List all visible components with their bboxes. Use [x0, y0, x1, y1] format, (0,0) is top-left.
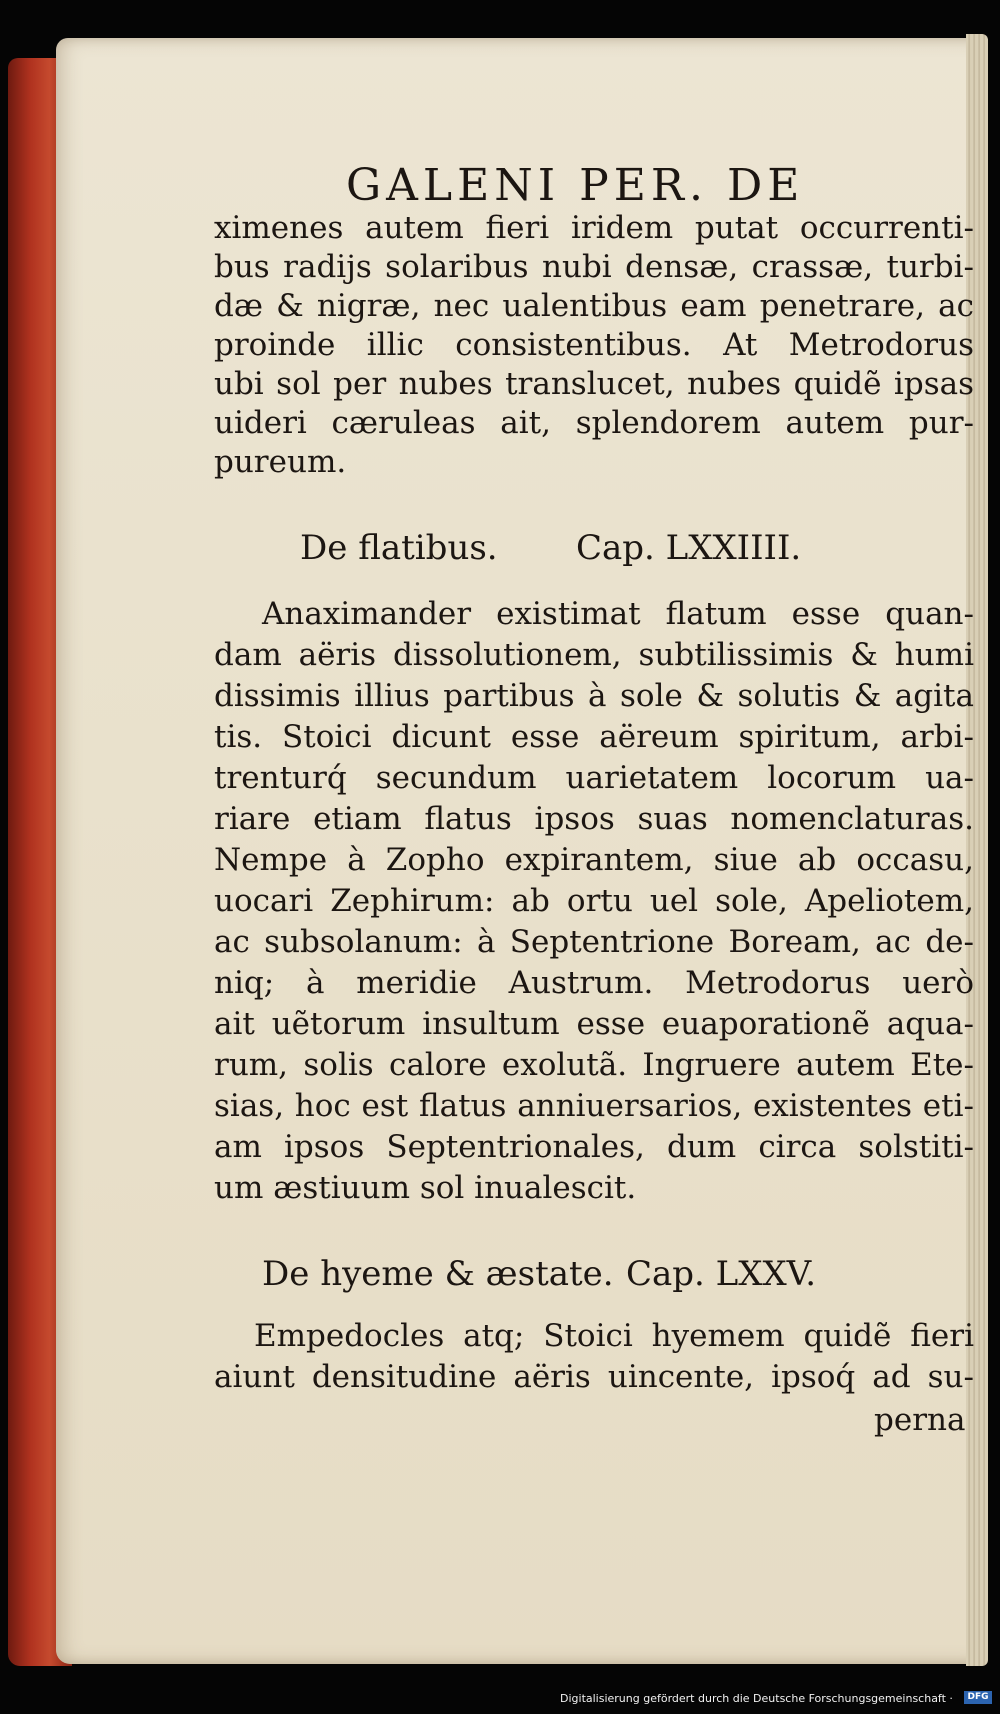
- text-line: Nempe à Zopho expirantem, siue ab occasu,: [214, 842, 974, 878]
- text-line: ac subsolanum: à Septentrione Boream, ac de-: [214, 924, 974, 960]
- text-line: pureum.: [214, 444, 347, 480]
- text-line: aiunt densitudine aëris uincente, ipsoq́ ad su-: [214, 1359, 974, 1395]
- text-line: uocari Zephirum: ab ortu uel sole, Apeliotem,: [214, 883, 974, 919]
- text-line: dæ & nigræ, nec ualentibus eam penetrare, ac: [214, 288, 974, 324]
- text-line: dissimis illius partibus à sole & solutis & agita: [214, 678, 974, 714]
- text-line: bus radijs solaribus nubi densæ, crassæ, turbi-: [214, 249, 974, 285]
- section-heading-title: De flatibus.: [300, 528, 498, 568]
- text-line: trenturq́ secundum uarietatem locorum ua-: [214, 760, 974, 796]
- running-head: GALENI PER. DE: [346, 160, 805, 211]
- text-line: riare etiam flatus ipsos suas nomenclaturas.: [214, 801, 974, 837]
- text-line: tis. Stoici dicunt esse aëreum spiritum, arbi-: [214, 719, 974, 755]
- text-line: Anaximander existimat flatum esse quan-: [262, 596, 974, 632]
- text-line: sias, hoc est flatus anniuersarios, existentes eti-: [214, 1088, 974, 1124]
- digitization-credit: Digitalisierung gefördert durch die Deutsche Forschungsgemeinschaft ·: [560, 1692, 953, 1705]
- dfg-logo: DFG: [964, 1691, 992, 1704]
- section-heading-chapter: Cap. LXXV.: [626, 1254, 817, 1294]
- section-heading-title: De hyeme & æstate.: [262, 1254, 614, 1294]
- text-line: Empedocles atq; Stoici hyemem quidẽ fieri: [254, 1318, 974, 1354]
- text-line: niq; à meridie Austrum. Metrodorus uerò: [214, 965, 974, 1001]
- catchword: perna: [874, 1402, 966, 1438]
- text-line: ximenes autem fieri iridem putat occurrenti-: [214, 210, 974, 246]
- text-line: rum, solis calore exolutã. Ingruere autem Ete-: [214, 1047, 974, 1083]
- text-line: dam aëris dissolutionem, subtilissimis & humi: [214, 637, 974, 673]
- text-line: ubi sol per nubes translucet, nubes quidẽ ipsas: [214, 366, 974, 402]
- text-line: um æstiuum sol inualescit.: [214, 1170, 637, 1206]
- section-heading-chapter: Cap. LXXIIII.: [576, 528, 802, 568]
- text-line: proinde illic consistentibus. At Metrodorus: [214, 327, 974, 363]
- text-line: uideri cæruleas ait, splendorem autem pur-: [214, 405, 974, 441]
- text-line: ait uẽtorum insultum esse euaporationẽ aqua-: [214, 1006, 974, 1042]
- text-line: am ipsos Septentrionales, dum circa solstiti-: [214, 1129, 974, 1165]
